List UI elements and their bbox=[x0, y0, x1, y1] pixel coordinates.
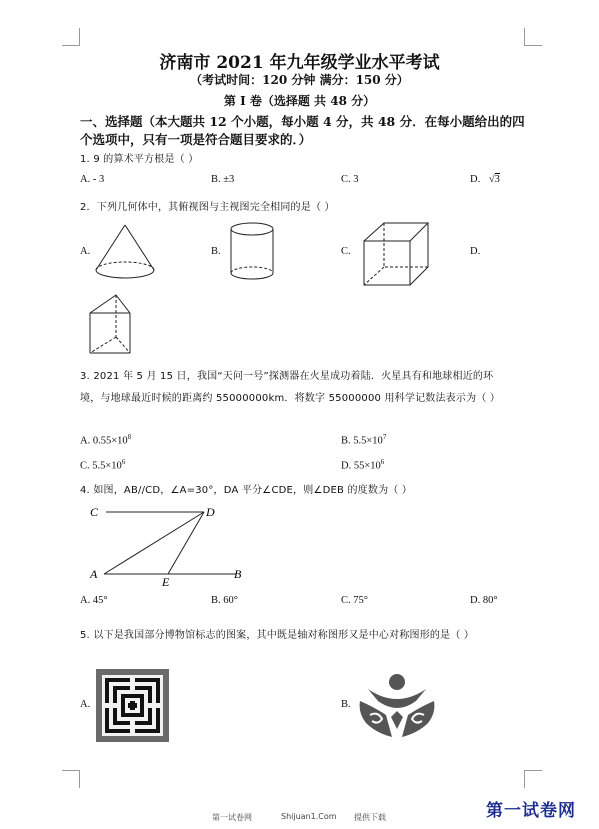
q1-option-d bbox=[470, 174, 500, 185]
segment-ad bbox=[104, 512, 204, 574]
q4-option-d: D. 80° bbox=[470, 595, 498, 606]
triangular-prism-figure bbox=[86, 293, 138, 357]
crop-mark-bottom-right-v bbox=[524, 770, 525, 788]
q3-option-a-base: A. 0.55×10 bbox=[80, 435, 128, 447]
q4-stem: 4. 如图，AB//CD，∠A=30°，DA 平分∠CDE，则∠DEB 的度数为（ ） bbox=[80, 485, 413, 496]
q4-option-b: B. 60° bbox=[211, 595, 238, 606]
point-c-label: C bbox=[90, 505, 99, 519]
cube-figure bbox=[360, 219, 432, 289]
q3-option-d-exponent: 6 bbox=[380, 458, 385, 466]
q2-option-c: C. bbox=[341, 246, 351, 257]
crop-mark-top-right-v bbox=[524, 28, 525, 46]
point-e-label: E bbox=[162, 575, 170, 589]
exam-title: 济南市 2021 年九年级学业水平考试 bbox=[159, 53, 440, 73]
q1-option-a: A. - 3 bbox=[80, 174, 105, 185]
q5-option-b: B. bbox=[341, 699, 351, 710]
q5-option-a: A. bbox=[80, 699, 91, 710]
volume-heading: 第 I 卷（选择题 共 48 分） bbox=[223, 94, 376, 108]
q3-option-d-base: D. 55×10 bbox=[341, 460, 381, 472]
q1-option-d-radicand: 3 bbox=[494, 174, 500, 185]
q3-option-d bbox=[341, 458, 384, 472]
section-instruction-line2: 个选项中，只有一项是符合题目要求的．） bbox=[80, 132, 312, 147]
sqrt-symbol: √ bbox=[488, 174, 495, 185]
point-b-label: B bbox=[234, 567, 242, 581]
q2-option-b: B. bbox=[211, 246, 221, 257]
q4-option-a: A. 45° bbox=[80, 595, 108, 606]
q2-option-a: A. bbox=[80, 246, 91, 257]
cylinder-figure bbox=[228, 220, 276, 284]
point-d-label: D bbox=[206, 505, 215, 519]
q1-option-c: C. 3 bbox=[341, 174, 359, 185]
crop-mark-top-left-h bbox=[62, 45, 80, 46]
maze-emblem-icon bbox=[102, 675, 163, 736]
exam-subtitle: （考试时间：120 分钟 满分：150 分） bbox=[190, 73, 409, 87]
crop-mark-top-left-v bbox=[79, 28, 80, 46]
q1-option-d-label: D. bbox=[470, 174, 481, 185]
crop-mark-top-right-h bbox=[524, 45, 542, 46]
q1-stem: 1. 9 的算术平方根是（ ） bbox=[80, 154, 199, 165]
q3-option-b-base: B. 5.5×10 bbox=[341, 435, 383, 447]
footer-download-text: 提供下载 bbox=[354, 813, 386, 822]
q3-option-b bbox=[341, 433, 386, 447]
q4-option-c: C. 75° bbox=[341, 595, 368, 606]
brand-watermark: 第一试卷网 bbox=[486, 801, 576, 821]
q3-option-c-exponent: 6 bbox=[121, 458, 126, 466]
q3-stem-line2: 境，与地球最近时候的距离约 55000000km．将数字 55000000 用科学记数法表示为（ ） bbox=[80, 393, 501, 404]
q3-option-b-exponent: 7 bbox=[382, 433, 387, 441]
crop-mark-bottom-left-v bbox=[79, 770, 80, 788]
crop-mark-bottom-left-h bbox=[62, 770, 80, 771]
cone-figure bbox=[92, 222, 158, 282]
q3-stem-line1: 3. 2021 年 5 月 15 日，我国“天问一号”探测器在火星成功着陆．火星具有和地球相近的环 bbox=[80, 371, 494, 382]
footer-site-url[interactable]: Shijuan1.Com bbox=[281, 812, 337, 821]
point-a-label: A bbox=[90, 567, 98, 581]
crop-mark-bottom-right-h bbox=[524, 770, 542, 771]
q3-option-a bbox=[80, 433, 131, 447]
q1-option-b: B. ±3 bbox=[211, 174, 235, 185]
q3-option-c bbox=[80, 458, 125, 472]
segment-de bbox=[168, 512, 204, 574]
section-instruction-line1: 一、选择题（本大题共 12 个小题，每小题 4 分，共 48 分．在每小题给出的四 bbox=[80, 114, 525, 129]
museum-logo-a bbox=[96, 669, 169, 742]
q2-option-d: D. bbox=[470, 246, 481, 257]
museum-logo-b bbox=[356, 671, 438, 739]
q3-option-c-base: C. 5.5×10 bbox=[80, 460, 122, 472]
footer-site-name: 第一试卷网 bbox=[212, 813, 252, 822]
q2-stem: 2．下列几何体中，其俯视图与主视图完全相同的是（ ） bbox=[80, 202, 335, 213]
q4-geometry-figure bbox=[86, 498, 256, 590]
q5-stem: 5. 以下是我国部分博物馆标志的图案，其中既是轴对称图形又是中心对称图形的是（ ） bbox=[80, 630, 475, 641]
q3-option-a-exponent: 8 bbox=[127, 433, 132, 441]
